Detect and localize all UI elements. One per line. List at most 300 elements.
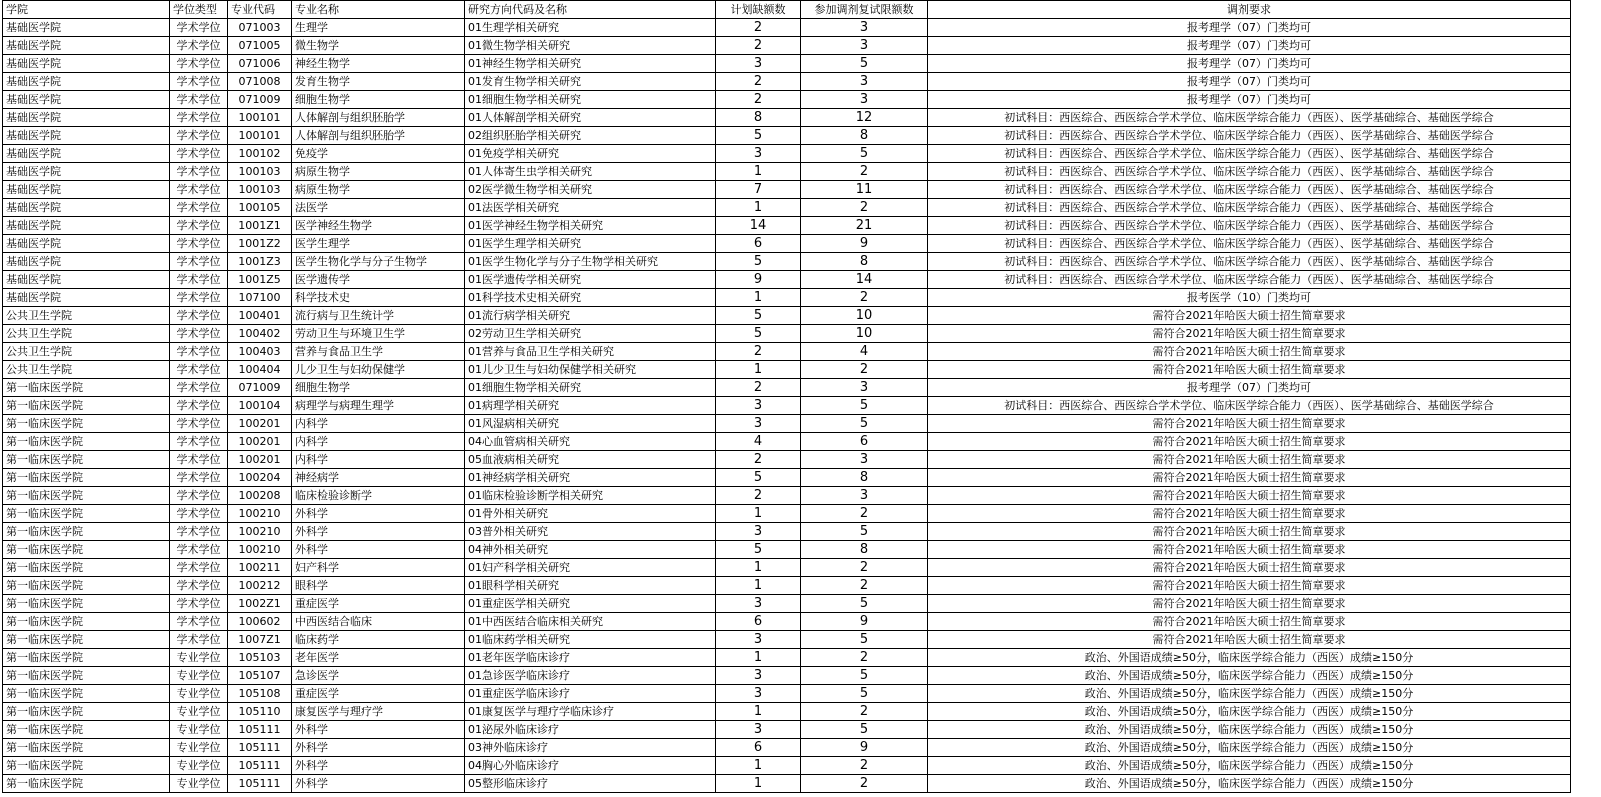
cell-major-code[interactable]: 100403 bbox=[228, 343, 292, 361]
cell-retest-limit[interactable]: 2 bbox=[801, 289, 928, 307]
cell-research-direction[interactable]: 01神经病学相关研究 bbox=[465, 469, 716, 487]
cell-major-code[interactable]: 071008 bbox=[228, 73, 292, 91]
cell-research-direction[interactable]: 01重症医学临床诊疗 bbox=[465, 685, 716, 703]
cell-research-direction[interactable]: 01神经生物学相关研究 bbox=[465, 55, 716, 73]
cell-plan-shortfall[interactable]: 5 bbox=[716, 541, 801, 559]
cell-college[interactable]: 基础医学院 bbox=[3, 199, 170, 217]
cell-retest-limit[interactable]: 5 bbox=[801, 397, 928, 415]
cell-degree-type[interactable]: 学术学位 bbox=[170, 397, 228, 415]
cell-major-name[interactable]: 内科学 bbox=[292, 433, 465, 451]
cell-research-direction[interactable]: 01人体寄生虫学相关研究 bbox=[465, 163, 716, 181]
cell-degree-type[interactable]: 学术学位 bbox=[170, 469, 228, 487]
cell-degree-type[interactable]: 学术学位 bbox=[170, 181, 228, 199]
cell-requirements[interactable]: 报考理学（07）门类均可 bbox=[928, 37, 1571, 55]
cell-research-direction[interactable]: 01泌尿外临床诊疗 bbox=[465, 721, 716, 739]
cell-retest-limit[interactable]: 3 bbox=[801, 37, 928, 55]
cell-retest-limit[interactable]: 5 bbox=[801, 145, 928, 163]
cell-research-direction[interactable]: 04心血管病相关研究 bbox=[465, 433, 716, 451]
cell-degree-type[interactable]: 学术学位 bbox=[170, 163, 228, 181]
cell-college[interactable]: 基础医学院 bbox=[3, 181, 170, 199]
cell-requirements[interactable]: 需符合2021年哈医大硕士招生简章要求 bbox=[928, 505, 1571, 523]
cell-degree-type[interactable]: 学术学位 bbox=[170, 595, 228, 613]
cell-retest-limit[interactable]: 2 bbox=[801, 505, 928, 523]
cell-major-name[interactable]: 神经生物学 bbox=[292, 55, 465, 73]
cell-major-code[interactable]: 100211 bbox=[228, 559, 292, 577]
cell-requirements[interactable]: 政治、外国语成绩≥50分，临床医学综合能力（西医）成绩≥150分 bbox=[928, 703, 1571, 721]
cell-plan-shortfall[interactable]: 3 bbox=[716, 721, 801, 739]
cell-requirements[interactable]: 报考理学（07）门类均可 bbox=[928, 55, 1571, 73]
cell-major-name[interactable]: 内科学 bbox=[292, 415, 465, 433]
cell-requirements[interactable]: 需符合2021年哈医大硕士招生简章要求 bbox=[928, 343, 1571, 361]
cell-college[interactable]: 第一临床医学院 bbox=[3, 649, 170, 667]
cell-research-direction[interactable]: 04神外相关研究 bbox=[465, 541, 716, 559]
cell-major-name[interactable]: 老年医学 bbox=[292, 649, 465, 667]
cell-plan-shortfall[interactable]: 1 bbox=[716, 649, 801, 667]
cell-degree-type[interactable]: 学术学位 bbox=[170, 289, 228, 307]
cell-major-code[interactable]: 100201 bbox=[228, 415, 292, 433]
cell-plan-shortfall[interactable]: 5 bbox=[716, 307, 801, 325]
cell-major-name[interactable]: 病原生物学 bbox=[292, 181, 465, 199]
cell-major-code[interactable]: 100104 bbox=[228, 397, 292, 415]
cell-college[interactable]: 基础医学院 bbox=[3, 217, 170, 235]
cell-retest-limit[interactable]: 5 bbox=[801, 721, 928, 739]
cell-requirements[interactable]: 初试科目：西医综合、西医综合学术学位、临床医学综合能力（西医）、医学基础综合、基础医学综合 bbox=[928, 145, 1571, 163]
cell-degree-type[interactable]: 专业学位 bbox=[170, 775, 228, 793]
cell-plan-shortfall[interactable]: 1 bbox=[716, 289, 801, 307]
cell-plan-shortfall[interactable]: 3 bbox=[716, 595, 801, 613]
cell-research-direction[interactable]: 01细胞生物学相关研究 bbox=[465, 91, 716, 109]
cell-research-direction[interactable]: 03神外临床诊疗 bbox=[465, 739, 716, 757]
cell-research-direction[interactable]: 01医学生理学相关研究 bbox=[465, 235, 716, 253]
cell-plan-shortfall[interactable]: 8 bbox=[716, 109, 801, 127]
cell-major-code[interactable]: 100103 bbox=[228, 163, 292, 181]
cell-major-code[interactable]: 100404 bbox=[228, 361, 292, 379]
cell-plan-shortfall[interactable]: 6 bbox=[716, 739, 801, 757]
cell-degree-type[interactable]: 专业学位 bbox=[170, 703, 228, 721]
cell-degree-type[interactable]: 学术学位 bbox=[170, 271, 228, 289]
cell-requirements[interactable]: 初试科目：西医综合、西医综合学术学位、临床医学综合能力（西医）、医学基础综合、基础医学综合 bbox=[928, 271, 1571, 289]
cell-research-direction[interactable]: 01风湿病相关研究 bbox=[465, 415, 716, 433]
cell-requirements[interactable]: 初试科目：西医综合、西医综合学术学位、临床医学综合能力（西医）、医学基础综合、基础医学综合 bbox=[928, 235, 1571, 253]
cell-major-name[interactable]: 眼科学 bbox=[292, 577, 465, 595]
cell-major-code[interactable]: 105108 bbox=[228, 685, 292, 703]
cell-major-name[interactable]: 人体解剖与组织胚胎学 bbox=[292, 109, 465, 127]
cell-college[interactable]: 基础医学院 bbox=[3, 289, 170, 307]
cell-college[interactable]: 公共卫生学院 bbox=[3, 307, 170, 325]
cell-major-name[interactable]: 重症医学 bbox=[292, 595, 465, 613]
cell-research-direction[interactable]: 01重症医学相关研究 bbox=[465, 595, 716, 613]
cell-requirements[interactable]: 政治、外国语成绩≥50分，临床医学综合能力（西医）成绩≥150分 bbox=[928, 649, 1571, 667]
cell-retest-limit[interactable]: 2 bbox=[801, 361, 928, 379]
cell-major-code[interactable]: 100101 bbox=[228, 127, 292, 145]
cell-college[interactable]: 第一临床医学院 bbox=[3, 721, 170, 739]
cell-retest-limit[interactable]: 8 bbox=[801, 469, 928, 487]
cell-college[interactable]: 第一临床医学院 bbox=[3, 631, 170, 649]
cell-degree-type[interactable]: 专业学位 bbox=[170, 667, 228, 685]
cell-major-name[interactable]: 临床检验诊断学 bbox=[292, 487, 465, 505]
cell-major-code[interactable]: 107100 bbox=[228, 289, 292, 307]
cell-college[interactable]: 公共卫生学院 bbox=[3, 343, 170, 361]
cell-college[interactable]: 第一临床医学院 bbox=[3, 775, 170, 793]
cell-plan-shortfall[interactable]: 1 bbox=[716, 577, 801, 595]
cell-major-code[interactable]: 1007Z1 bbox=[228, 631, 292, 649]
cell-college[interactable]: 第一临床医学院 bbox=[3, 595, 170, 613]
cell-college[interactable]: 第一临床医学院 bbox=[3, 433, 170, 451]
cell-degree-type[interactable]: 学术学位 bbox=[170, 109, 228, 127]
cell-major-name[interactable]: 妇产科学 bbox=[292, 559, 465, 577]
cell-major-name[interactable]: 外科学 bbox=[292, 505, 465, 523]
cell-major-name[interactable]: 免疫学 bbox=[292, 145, 465, 163]
cell-requirements[interactable]: 需符合2021年哈医大硕士招生简章要求 bbox=[928, 451, 1571, 469]
cell-major-name[interactable]: 人体解剖与组织胚胎学 bbox=[292, 127, 465, 145]
cell-retest-limit[interactable]: 10 bbox=[801, 307, 928, 325]
cell-requirements[interactable]: 初试科目：西医综合、西医综合学术学位、临床医学综合能力（西医）、医学基础综合、基础医学综合 bbox=[928, 163, 1571, 181]
cell-plan-shortfall[interactable]: 2 bbox=[716, 451, 801, 469]
cell-degree-type[interactable]: 学术学位 bbox=[170, 37, 228, 55]
cell-degree-type[interactable]: 学术学位 bbox=[170, 127, 228, 145]
header-plan-shortfall[interactable]: 计划缺额数 bbox=[716, 1, 801, 19]
cell-degree-type[interactable]: 学术学位 bbox=[170, 55, 228, 73]
cell-plan-shortfall[interactable]: 6 bbox=[716, 235, 801, 253]
cell-major-code[interactable]: 100602 bbox=[228, 613, 292, 631]
cell-college[interactable]: 第一临床医学院 bbox=[3, 415, 170, 433]
cell-requirements[interactable]: 报考理学（07）门类均可 bbox=[928, 379, 1571, 397]
cell-college[interactable]: 第一临床医学院 bbox=[3, 577, 170, 595]
cell-plan-shortfall[interactable]: 5 bbox=[716, 127, 801, 145]
cell-major-name[interactable]: 外科学 bbox=[292, 721, 465, 739]
cell-plan-shortfall[interactable]: 2 bbox=[716, 343, 801, 361]
cell-retest-limit[interactable]: 9 bbox=[801, 613, 928, 631]
cell-plan-shortfall[interactable]: 3 bbox=[716, 415, 801, 433]
cell-retest-limit[interactable]: 2 bbox=[801, 757, 928, 775]
cell-college[interactable]: 第一临床医学院 bbox=[3, 397, 170, 415]
cell-requirements[interactable]: 政治、外国语成绩≥50分，临床医学综合能力（西医）成绩≥150分 bbox=[928, 757, 1571, 775]
cell-degree-type[interactable]: 学术学位 bbox=[170, 415, 228, 433]
cell-plan-shortfall[interactable]: 14 bbox=[716, 217, 801, 235]
cell-college[interactable]: 第一临床医学院 bbox=[3, 739, 170, 757]
cell-degree-type[interactable]: 学术学位 bbox=[170, 145, 228, 163]
cell-major-name[interactable]: 医学生物化学与分子生物学 bbox=[292, 253, 465, 271]
cell-research-direction[interactable]: 01流行病学相关研究 bbox=[465, 307, 716, 325]
cell-major-code[interactable]: 100210 bbox=[228, 541, 292, 559]
cell-major-code[interactable]: 105111 bbox=[228, 757, 292, 775]
cell-major-code[interactable]: 100401 bbox=[228, 307, 292, 325]
header-college[interactable]: 学院 bbox=[3, 1, 170, 19]
cell-research-direction[interactable]: 01急诊医学临床诊疗 bbox=[465, 667, 716, 685]
cell-research-direction[interactable]: 01细胞生物学相关研究 bbox=[465, 379, 716, 397]
cell-retest-limit[interactable]: 9 bbox=[801, 235, 928, 253]
cell-retest-limit[interactable]: 10 bbox=[801, 325, 928, 343]
cell-degree-type[interactable]: 学术学位 bbox=[170, 505, 228, 523]
cell-retest-limit[interactable]: 3 bbox=[801, 487, 928, 505]
cell-research-direction[interactable]: 01医学遗传学相关研究 bbox=[465, 271, 716, 289]
cell-major-name[interactable]: 外科学 bbox=[292, 541, 465, 559]
cell-college[interactable]: 基础医学院 bbox=[3, 127, 170, 145]
cell-degree-type[interactable]: 学术学位 bbox=[170, 253, 228, 271]
cell-major-code[interactable]: 105110 bbox=[228, 703, 292, 721]
cell-degree-type[interactable]: 学术学位 bbox=[170, 199, 228, 217]
cell-research-direction[interactable]: 01骨外相关研究 bbox=[465, 505, 716, 523]
cell-major-code[interactable]: 071005 bbox=[228, 37, 292, 55]
cell-research-direction[interactable]: 01儿少卫生与妇幼保健学相关研究 bbox=[465, 361, 716, 379]
cell-research-direction[interactable]: 03普外相关研究 bbox=[465, 523, 716, 541]
cell-major-name[interactable]: 急诊医学 bbox=[292, 667, 465, 685]
cell-retest-limit[interactable]: 2 bbox=[801, 199, 928, 217]
cell-plan-shortfall[interactable]: 1 bbox=[716, 775, 801, 793]
cell-retest-limit[interactable]: 21 bbox=[801, 217, 928, 235]
cell-major-name[interactable]: 外科学 bbox=[292, 523, 465, 541]
cell-requirements[interactable]: 政治、外国语成绩≥50分，临床医学综合能力（西医）成绩≥150分 bbox=[928, 775, 1571, 793]
cell-major-code[interactable]: 100201 bbox=[228, 451, 292, 469]
cell-requirements[interactable]: 需符合2021年哈医大硕士招生简章要求 bbox=[928, 613, 1571, 631]
cell-retest-limit[interactable]: 14 bbox=[801, 271, 928, 289]
cell-plan-shortfall[interactable]: 7 bbox=[716, 181, 801, 199]
cell-plan-shortfall[interactable]: 2 bbox=[716, 379, 801, 397]
cell-plan-shortfall[interactable]: 3 bbox=[716, 397, 801, 415]
cell-retest-limit[interactable]: 5 bbox=[801, 667, 928, 685]
cell-retest-limit[interactable]: 5 bbox=[801, 55, 928, 73]
cell-major-code[interactable]: 105107 bbox=[228, 667, 292, 685]
cell-requirements[interactable]: 初试科目：西医综合、西医综合学术学位、临床医学综合能力（西医）、医学基础综合、基础医学综合 bbox=[928, 253, 1571, 271]
cell-plan-shortfall[interactable]: 4 bbox=[716, 433, 801, 451]
cell-requirements[interactable]: 报考理学（07）门类均可 bbox=[928, 19, 1571, 37]
cell-retest-limit[interactable]: 11 bbox=[801, 181, 928, 199]
cell-major-code[interactable]: 1001Z3 bbox=[228, 253, 292, 271]
cell-college[interactable]: 基础医学院 bbox=[3, 163, 170, 181]
cell-major-code[interactable]: 1002Z1 bbox=[228, 595, 292, 613]
cell-degree-type[interactable]: 学术学位 bbox=[170, 73, 228, 91]
cell-retest-limit[interactable]: 6 bbox=[801, 433, 928, 451]
cell-research-direction[interactable]: 05整形临床诊疗 bbox=[465, 775, 716, 793]
cell-retest-limit[interactable]: 2 bbox=[801, 577, 928, 595]
cell-research-direction[interactable]: 01中西医结合临床相关研究 bbox=[465, 613, 716, 631]
cell-retest-limit[interactable]: 2 bbox=[801, 703, 928, 721]
cell-major-name[interactable]: 内科学 bbox=[292, 451, 465, 469]
cell-major-code[interactable]: 1001Z1 bbox=[228, 217, 292, 235]
cell-plan-shortfall[interactable]: 3 bbox=[716, 55, 801, 73]
cell-degree-type[interactable]: 专业学位 bbox=[170, 649, 228, 667]
cell-major-code[interactable]: 071009 bbox=[228, 379, 292, 397]
cell-degree-type[interactable]: 学术学位 bbox=[170, 577, 228, 595]
cell-major-code[interactable]: 100105 bbox=[228, 199, 292, 217]
cell-college[interactable]: 第一临床医学院 bbox=[3, 757, 170, 775]
cell-plan-shortfall[interactable]: 1 bbox=[716, 703, 801, 721]
cell-college[interactable]: 基础医学院 bbox=[3, 37, 170, 55]
cell-retest-limit[interactable]: 3 bbox=[801, 451, 928, 469]
cell-college[interactable]: 第一临床医学院 bbox=[3, 451, 170, 469]
cell-plan-shortfall[interactable]: 5 bbox=[716, 325, 801, 343]
cell-research-direction[interactable]: 02组织胚胎学相关研究 bbox=[465, 127, 716, 145]
cell-college[interactable]: 基础医学院 bbox=[3, 73, 170, 91]
cell-plan-shortfall[interactable]: 1 bbox=[716, 199, 801, 217]
cell-requirements[interactable]: 初试科目：西医综合、西医综合学术学位、临床医学综合能力（西医）、医学基础综合、基础医学综合 bbox=[928, 181, 1571, 199]
cell-retest-limit[interactable]: 2 bbox=[801, 163, 928, 181]
cell-requirements[interactable]: 初试科目：西医综合、西医综合学术学位、临床医学综合能力（西医）、医学基础综合、基础医学综合 bbox=[928, 127, 1571, 145]
cell-major-name[interactable]: 医学生理学 bbox=[292, 235, 465, 253]
cell-requirements[interactable]: 初试科目：西医综合、西医综合学术学位、临床医学综合能力（西医）、医学基础综合、基础医学综合 bbox=[928, 109, 1571, 127]
cell-retest-limit[interactable]: 5 bbox=[801, 631, 928, 649]
cell-degree-type[interactable]: 专业学位 bbox=[170, 739, 228, 757]
cell-plan-shortfall[interactable]: 3 bbox=[716, 523, 801, 541]
cell-degree-type[interactable]: 学术学位 bbox=[170, 559, 228, 577]
cell-college[interactable]: 第一临床医学院 bbox=[3, 685, 170, 703]
cell-major-code[interactable]: 071003 bbox=[228, 19, 292, 37]
cell-plan-shortfall[interactable]: 2 bbox=[716, 37, 801, 55]
cell-college[interactable]: 第一临床医学院 bbox=[3, 703, 170, 721]
cell-research-direction[interactable]: 01人体解剖学相关研究 bbox=[465, 109, 716, 127]
cell-major-code[interactable]: 1001Z5 bbox=[228, 271, 292, 289]
cell-major-code[interactable]: 100208 bbox=[228, 487, 292, 505]
cell-research-direction[interactable]: 01眼科学相关研究 bbox=[465, 577, 716, 595]
cell-plan-shortfall[interactable]: 2 bbox=[716, 73, 801, 91]
cell-major-name[interactable]: 神经病学 bbox=[292, 469, 465, 487]
cell-college[interactable]: 第一临床医学院 bbox=[3, 613, 170, 631]
cell-plan-shortfall[interactable]: 9 bbox=[716, 271, 801, 289]
cell-major-name[interactable]: 流行病与卫生统计学 bbox=[292, 307, 465, 325]
cell-research-direction[interactable]: 04胸心外临床诊疗 bbox=[465, 757, 716, 775]
cell-requirements[interactable]: 需符合2021年哈医大硕士招生简章要求 bbox=[928, 595, 1571, 613]
cell-research-direction[interactable]: 01临床药学相关研究 bbox=[465, 631, 716, 649]
cell-retest-limit[interactable]: 3 bbox=[801, 379, 928, 397]
cell-requirements[interactable]: 需符合2021年哈医大硕士招生简章要求 bbox=[928, 577, 1571, 595]
cell-requirements[interactable]: 初试科目：西医综合、西医综合学术学位、临床医学综合能力（西医）、医学基础综合、基础医学综合 bbox=[928, 397, 1571, 415]
cell-major-name[interactable]: 外科学 bbox=[292, 775, 465, 793]
cell-plan-shortfall[interactable]: 5 bbox=[716, 253, 801, 271]
cell-major-code[interactable]: 100103 bbox=[228, 181, 292, 199]
cell-plan-shortfall[interactable]: 1 bbox=[716, 505, 801, 523]
cell-major-code[interactable]: 105111 bbox=[228, 739, 292, 757]
cell-college[interactable]: 第一临床医学院 bbox=[3, 505, 170, 523]
cell-major-name[interactable]: 微生物学 bbox=[292, 37, 465, 55]
cell-research-direction[interactable]: 01临床检验诊断学相关研究 bbox=[465, 487, 716, 505]
cell-retest-limit[interactable]: 8 bbox=[801, 253, 928, 271]
cell-requirements[interactable]: 需符合2021年哈医大硕士招生简章要求 bbox=[928, 415, 1571, 433]
cell-degree-type[interactable]: 学术学位 bbox=[170, 541, 228, 559]
cell-college[interactable]: 基础医学院 bbox=[3, 253, 170, 271]
header-major-name[interactable]: 专业名称 bbox=[292, 1, 465, 19]
cell-plan-shortfall[interactable]: 1 bbox=[716, 163, 801, 181]
cell-degree-type[interactable]: 学术学位 bbox=[170, 307, 228, 325]
cell-major-name[interactable]: 重症医学 bbox=[292, 685, 465, 703]
cell-college[interactable]: 公共卫生学院 bbox=[3, 325, 170, 343]
cell-college[interactable]: 基础医学院 bbox=[3, 109, 170, 127]
cell-major-code[interactable]: 100210 bbox=[228, 523, 292, 541]
cell-requirements[interactable]: 政治、外国语成绩≥50分，临床医学综合能力（西医）成绩≥150分 bbox=[928, 739, 1571, 757]
cell-requirements[interactable]: 初试科目：西医综合、西医综合学术学位、临床医学综合能力（西医）、医学基础综合、基础医学综合 bbox=[928, 217, 1571, 235]
cell-research-direction[interactable]: 01科学技术史相关研究 bbox=[465, 289, 716, 307]
cell-major-name[interactable]: 儿少卫生与妇幼保健学 bbox=[292, 361, 465, 379]
cell-retest-limit[interactable]: 8 bbox=[801, 127, 928, 145]
cell-research-direction[interactable]: 05血液病相关研究 bbox=[465, 451, 716, 469]
cell-college[interactable]: 第一临床医学院 bbox=[3, 379, 170, 397]
cell-degree-type[interactable]: 专业学位 bbox=[170, 685, 228, 703]
cell-retest-limit[interactable]: 3 bbox=[801, 91, 928, 109]
cell-major-code[interactable]: 100102 bbox=[228, 145, 292, 163]
cell-major-name[interactable]: 发育生物学 bbox=[292, 73, 465, 91]
cell-degree-type[interactable]: 学术学位 bbox=[170, 19, 228, 37]
cell-college[interactable]: 基础医学院 bbox=[3, 91, 170, 109]
cell-college[interactable]: 第一临床医学院 bbox=[3, 541, 170, 559]
cell-requirements[interactable]: 需符合2021年哈医大硕士招生简章要求 bbox=[928, 433, 1571, 451]
cell-research-direction[interactable]: 02医学微生物学相关研究 bbox=[465, 181, 716, 199]
cell-requirements[interactable]: 政治、外国语成绩≥50分，临床医学综合能力（西医）成绩≥150分 bbox=[928, 667, 1571, 685]
cell-requirements[interactable]: 报考医学（10）门类均可 bbox=[928, 289, 1571, 307]
cell-major-code[interactable]: 105103 bbox=[228, 649, 292, 667]
cell-degree-type[interactable]: 学术学位 bbox=[170, 235, 228, 253]
cell-major-name[interactable]: 医学神经生物学 bbox=[292, 217, 465, 235]
cell-major-code[interactable]: 100201 bbox=[228, 433, 292, 451]
cell-degree-type[interactable]: 学术学位 bbox=[170, 433, 228, 451]
cell-major-code[interactable]: 105111 bbox=[228, 775, 292, 793]
cell-major-name[interactable]: 外科学 bbox=[292, 757, 465, 775]
cell-plan-shortfall[interactable]: 2 bbox=[716, 487, 801, 505]
cell-degree-type[interactable]: 学术学位 bbox=[170, 325, 228, 343]
cell-major-name[interactable]: 细胞生物学 bbox=[292, 379, 465, 397]
cell-major-code[interactable]: 100210 bbox=[228, 505, 292, 523]
cell-requirements[interactable]: 需符合2021年哈医大硕士招生简章要求 bbox=[928, 559, 1571, 577]
cell-major-code[interactable]: 100212 bbox=[228, 577, 292, 595]
cell-retest-limit[interactable]: 8 bbox=[801, 541, 928, 559]
cell-requirements[interactable]: 政治、外国语成绩≥50分，临床医学综合能力（西医）成绩≥150分 bbox=[928, 685, 1571, 703]
cell-retest-limit[interactable]: 5 bbox=[801, 415, 928, 433]
cell-degree-type[interactable]: 学术学位 bbox=[170, 361, 228, 379]
cell-degree-type[interactable]: 专业学位 bbox=[170, 721, 228, 739]
cell-degree-type[interactable]: 学术学位 bbox=[170, 631, 228, 649]
cell-research-direction[interactable]: 01老年医学临床诊疗 bbox=[465, 649, 716, 667]
cell-major-code[interactable]: 100204 bbox=[228, 469, 292, 487]
cell-degree-type[interactable]: 专业学位 bbox=[170, 757, 228, 775]
cell-major-name[interactable]: 生理学 bbox=[292, 19, 465, 37]
cell-requirements[interactable]: 政治、外国语成绩≥50分，临床医学综合能力（西医）成绩≥150分 bbox=[928, 721, 1571, 739]
cell-plan-shortfall[interactable]: 3 bbox=[716, 145, 801, 163]
cell-degree-type[interactable]: 学术学位 bbox=[170, 487, 228, 505]
cell-college[interactable]: 公共卫生学院 bbox=[3, 361, 170, 379]
cell-research-direction[interactable]: 01医学神经生物学相关研究 bbox=[465, 217, 716, 235]
header-retest-limit[interactable]: 参加调剂复试限额数 bbox=[801, 1, 928, 19]
cell-plan-shortfall[interactable]: 2 bbox=[716, 91, 801, 109]
cell-college[interactable]: 第一临床医学院 bbox=[3, 523, 170, 541]
cell-plan-shortfall[interactable]: 3 bbox=[716, 685, 801, 703]
cell-college[interactable]: 基础医学院 bbox=[3, 271, 170, 289]
cell-major-name[interactable]: 外科学 bbox=[292, 739, 465, 757]
header-degree-type[interactable]: 学位类型 bbox=[170, 1, 228, 19]
cell-retest-limit[interactable]: 3 bbox=[801, 19, 928, 37]
header-major-code[interactable]: 专业代码 bbox=[228, 1, 292, 19]
cell-retest-limit[interactable]: 5 bbox=[801, 523, 928, 541]
cell-requirements[interactable]: 需符合2021年哈医大硕士招生简章要求 bbox=[928, 631, 1571, 649]
cell-research-direction[interactable]: 01生理学相关研究 bbox=[465, 19, 716, 37]
cell-plan-shortfall[interactable]: 2 bbox=[716, 19, 801, 37]
cell-degree-type[interactable]: 学术学位 bbox=[170, 379, 228, 397]
cell-major-name[interactable]: 医学遗传学 bbox=[292, 271, 465, 289]
cell-retest-limit[interactable]: 9 bbox=[801, 739, 928, 757]
cell-degree-type[interactable]: 学术学位 bbox=[170, 343, 228, 361]
cell-retest-limit[interactable]: 2 bbox=[801, 649, 928, 667]
cell-major-code[interactable]: 105111 bbox=[228, 721, 292, 739]
cell-requirements[interactable]: 需符合2021年哈医大硕士招生简章要求 bbox=[928, 523, 1571, 541]
cell-college[interactable]: 基础医学院 bbox=[3, 145, 170, 163]
cell-major-name[interactable]: 中西医结合临床 bbox=[292, 613, 465, 631]
cell-requirements[interactable]: 需符合2021年哈医大硕士招生简章要求 bbox=[928, 469, 1571, 487]
cell-degree-type[interactable]: 学术学位 bbox=[170, 523, 228, 541]
cell-retest-limit[interactable]: 12 bbox=[801, 109, 928, 127]
cell-college[interactable]: 第一临床医学院 bbox=[3, 487, 170, 505]
cell-research-direction[interactable]: 01法医学相关研究 bbox=[465, 199, 716, 217]
cell-retest-limit[interactable]: 3 bbox=[801, 73, 928, 91]
cell-major-name[interactable]: 病理学与病理生理学 bbox=[292, 397, 465, 415]
cell-requirements[interactable]: 需符合2021年哈医大硕士招生简章要求 bbox=[928, 487, 1571, 505]
cell-major-name[interactable]: 病原生物学 bbox=[292, 163, 465, 181]
